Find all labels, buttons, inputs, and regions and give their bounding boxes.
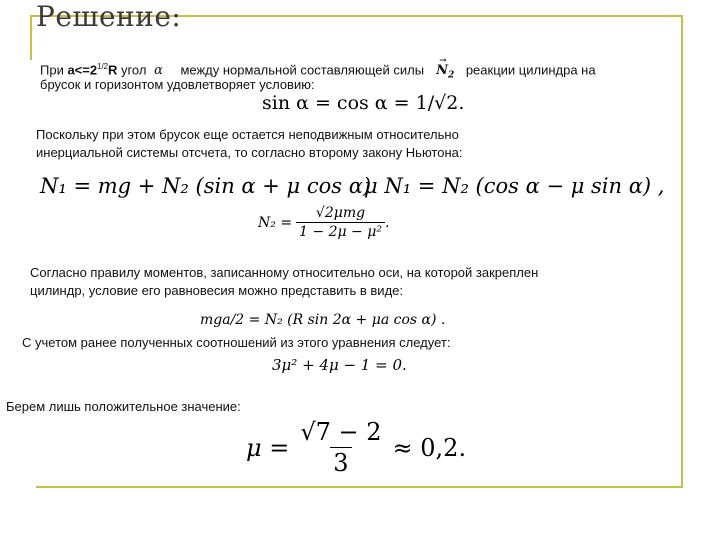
equation-n2-end: . (384, 214, 390, 231)
equation-mu-fraction (297, 418, 384, 477)
paragraph-positive-root: Берем лишь положительное значение: (6, 399, 241, 414)
equation-mu-lhs: μ = (246, 433, 290, 462)
equation-sin-cos: sin α = cos α = 1/√2. (262, 92, 465, 114)
equation-moments: mga/2 = N₂ (R sin 2α + μa cos α) . (200, 312, 446, 328)
equation-n2-numerator: √2μmg (315, 205, 366, 221)
frame-left-line (30, 15, 32, 60)
slide-title: Решение: (36, 0, 182, 33)
alpha-symbol: α (154, 63, 163, 79)
paragraph-moments-line2: цилиндр, условие его равновесия можно представить в виде: (30, 283, 404, 298)
equation-n2 (258, 205, 389, 240)
equation-newton-1: N₁ = mg + N₂ (sin α + μ cos α) (40, 174, 372, 198)
force-n2-subscript: 2 (447, 70, 455, 81)
equation-quadratic: 3μ² + 4μ − 1 = 0. (272, 356, 407, 374)
text-prefix: При (40, 62, 68, 78)
text-suffix: реакции цилиндра на (462, 62, 596, 78)
equation-newton-2: μ N₁ = N₂ (cos α − μ sin α) , (364, 174, 665, 198)
equation-n2-lhs: N₂ = (258, 214, 293, 231)
paragraph-condition-line2: брусок и горизонтом удовлетворяет условию: (40, 77, 315, 92)
condition-r: R (107, 62, 118, 78)
equation-mu-rhs: ≈ 0,2. (392, 433, 467, 462)
force-n2-letter: N (436, 63, 448, 79)
equation-n2-fraction (296, 205, 385, 240)
text-middle: между нормальной составляющей силы (176, 62, 425, 78)
paragraph-consequence: С учетом ранее полученных соотношений из этого уравнения следует: (22, 335, 451, 350)
paragraph-newton-line1: Поскольку при этом брусок еще остается неподвижным относительно (36, 127, 459, 142)
text-angle: угол (117, 62, 151, 78)
paragraph-newton-line2: инерциальной системы отсчета, то согласно второму закону Ньютона: (36, 145, 463, 160)
equation-mu-numerator: √7 − 2 (300, 418, 382, 446)
condition-a: a<=2 (67, 62, 98, 78)
condition-exponent: 1/2 (97, 62, 108, 71)
frame-bottom-line (36, 486, 683, 488)
frame-right-line (681, 15, 683, 488)
equation-n2-denominator: 1 − 2μ − μ² (296, 222, 385, 240)
force-n2-vector (436, 62, 454, 85)
equation-mu-denominator: 3 (330, 447, 351, 477)
equation-mu-result (246, 418, 466, 477)
paragraph-moments-line1: Согласно правилу моментов, записанному относительно оси, на которой закреплен (30, 265, 539, 280)
